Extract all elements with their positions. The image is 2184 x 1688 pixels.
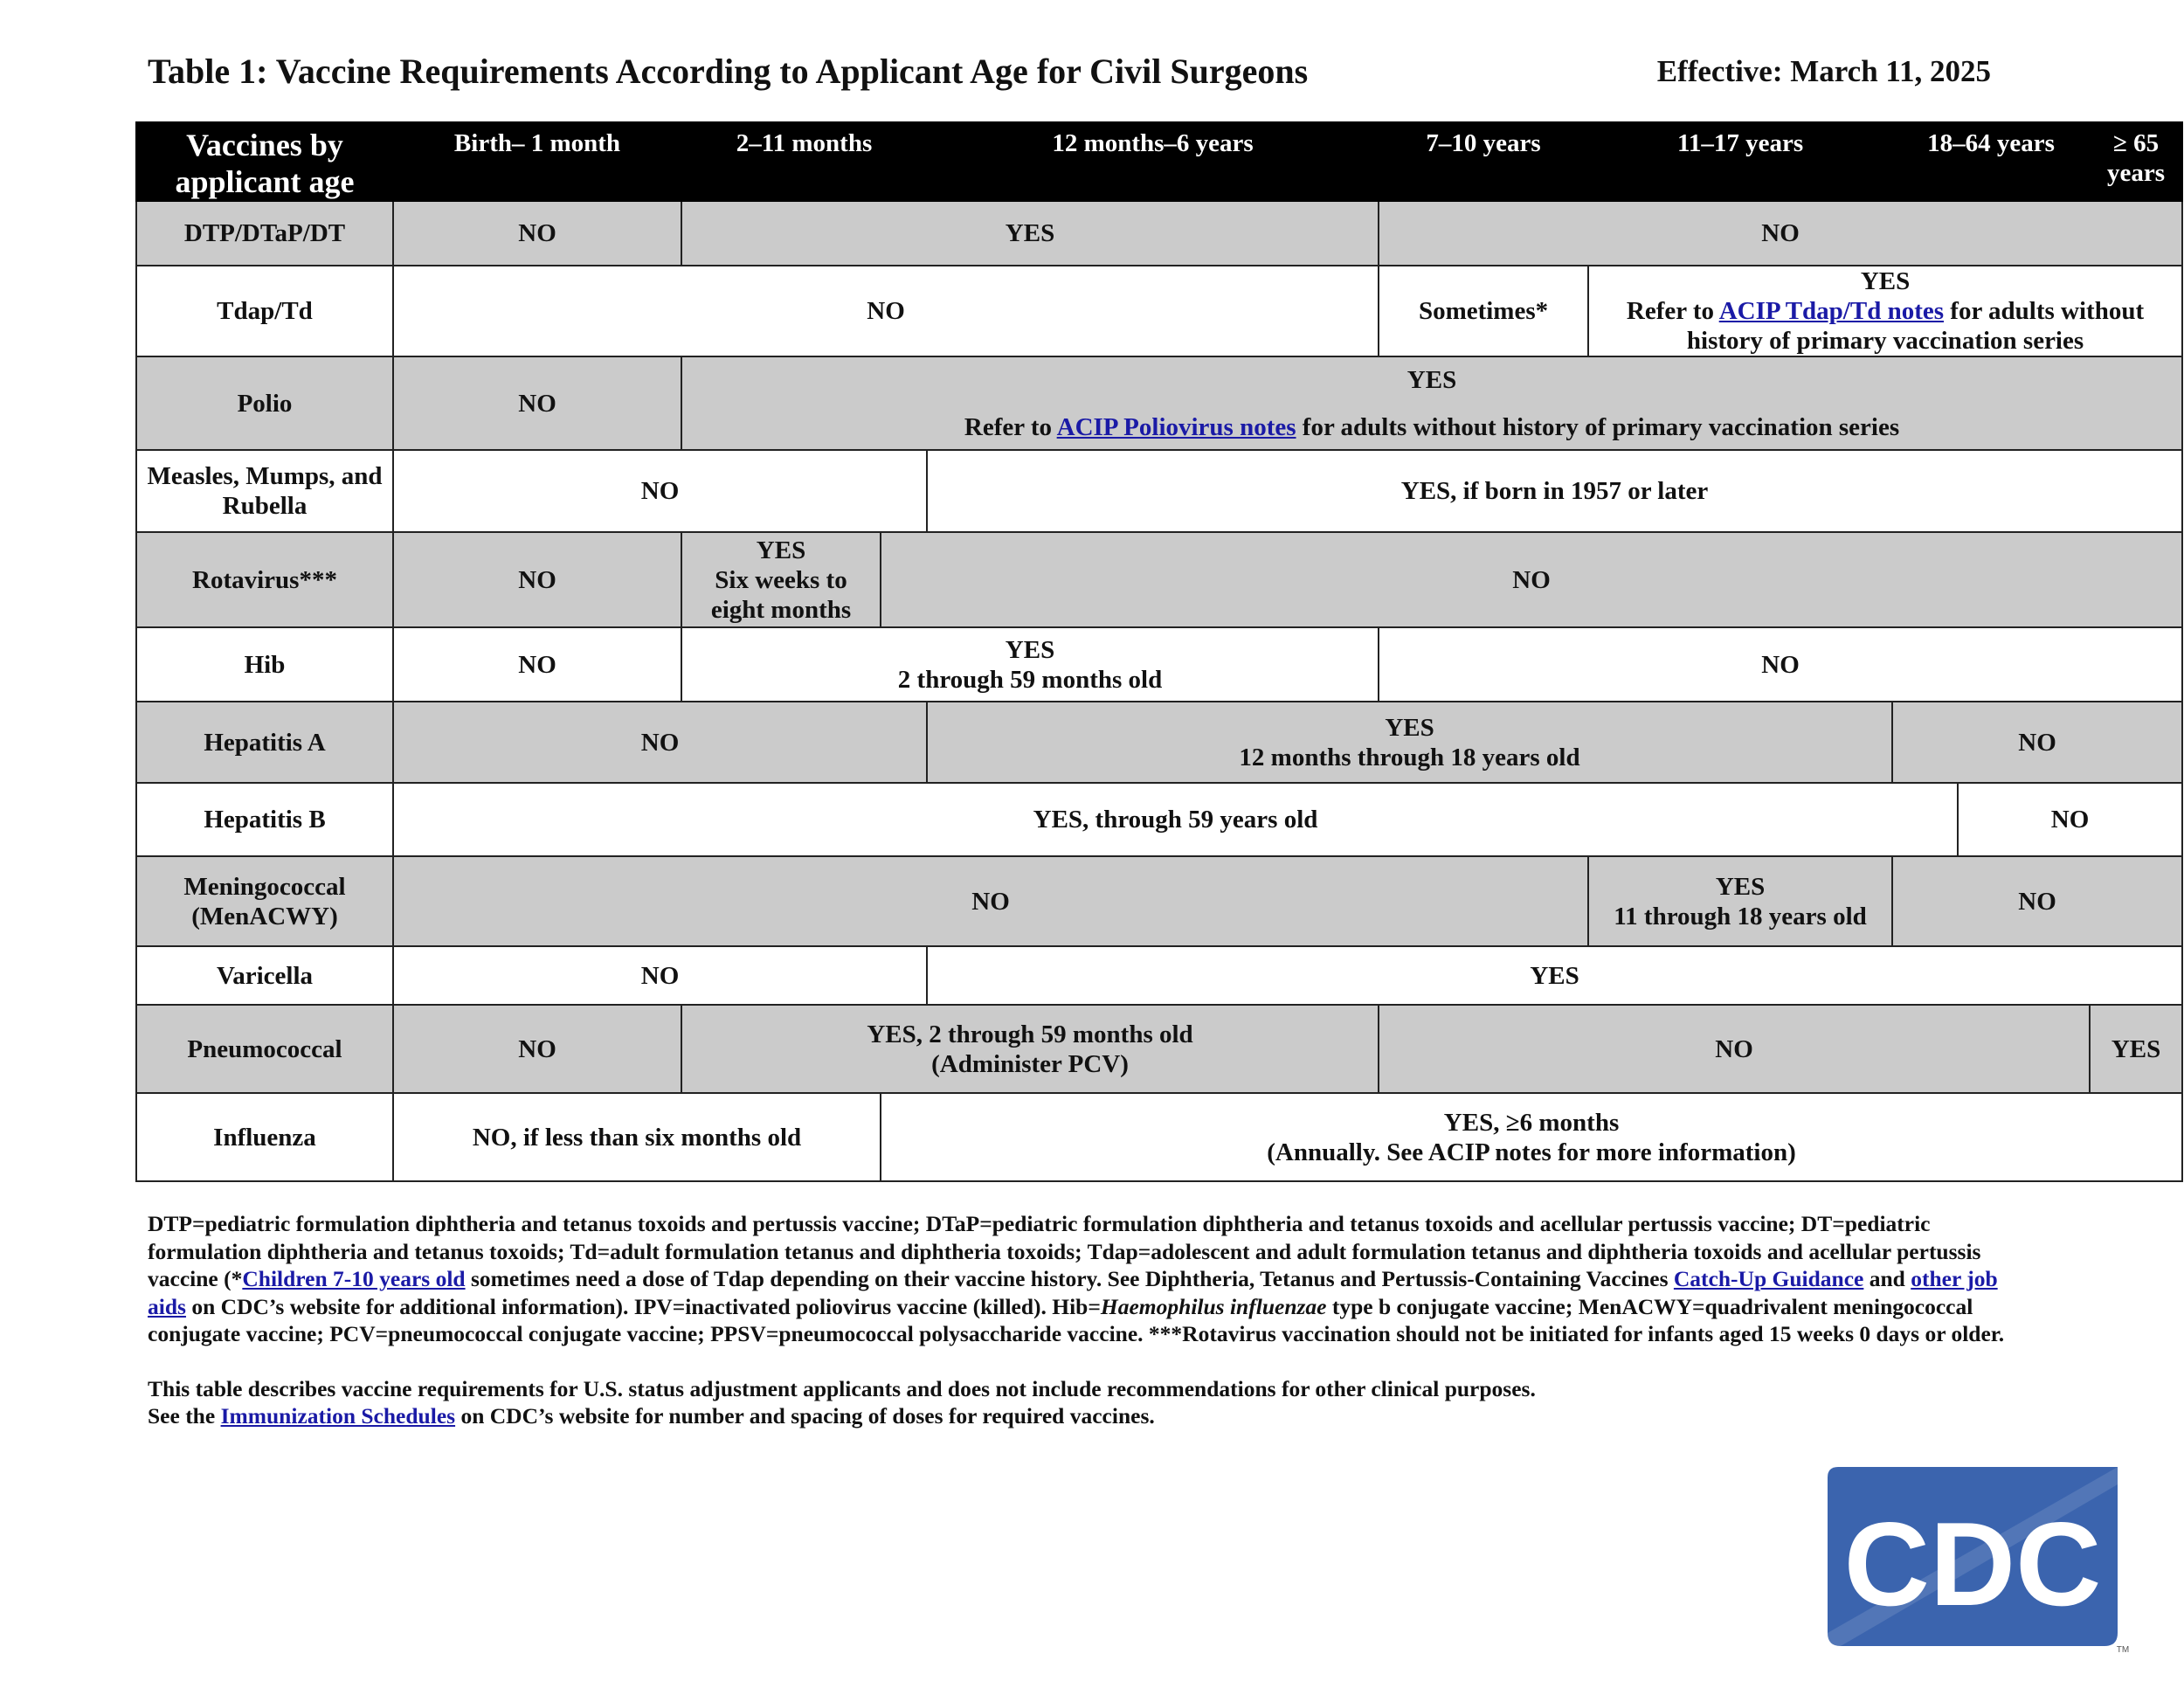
- table-row: [136, 266, 2182, 356]
- requirement-cell: NO: [393, 627, 681, 702]
- header-age-2-11-months: 2–11 months: [681, 122, 927, 201]
- requirement-cell: [681, 1005, 1379, 1093]
- requirement-cell: [1588, 266, 2182, 356]
- requirement-note: Refer to ACIP Poliovirus notes for adults without history of primary vaccination series: [964, 412, 1900, 441]
- requirement-yes: YES, ≥6 months: [1443, 1108, 1620, 1137]
- table-row: [136, 356, 2182, 450]
- requirement-yes: YES: [1385, 713, 1434, 742]
- requirement-yes: YES: [1715, 872, 1766, 901]
- requirement-yes: YES, 2 through 59 months old: [867, 1020, 1193, 1048]
- requirement-cell: [681, 532, 881, 627]
- requirement-cell: YES: [927, 946, 2182, 1005]
- table-row: [136, 783, 2182, 856]
- requirement-cell: [681, 356, 2182, 450]
- requirement-cell: NO: [881, 532, 2182, 627]
- table-row: [136, 627, 2182, 702]
- other-job-aids-link[interactable]: other job aids: [148, 1266, 1998, 1319]
- requirement-cell: YES: [2090, 1005, 2182, 1093]
- requirement-cell: NO: [393, 450, 927, 532]
- requirement-note: 2 through 59 months old: [897, 665, 1163, 694]
- requirement-cell: NO: [1379, 201, 2182, 266]
- table-row: [136, 201, 2182, 266]
- table-row: [136, 1005, 2182, 1093]
- header-age-birth-1-month: Birth– 1 month: [393, 122, 681, 201]
- logo-trademark: TM: [2116, 1645, 2130, 1655]
- requirement-cell: NO: [1379, 627, 2182, 702]
- table-header-row: [136, 122, 2182, 201]
- vaccine-table: [135, 121, 2183, 1182]
- requirement-cell: NO: [393, 266, 1379, 356]
- vaccine-name: Measles, Mumps, and Rubella: [136, 450, 393, 532]
- requirement-cell: NO: [1379, 1005, 2090, 1093]
- vaccine-name: Varicella: [136, 946, 393, 1005]
- requirement-cell: NO: [393, 946, 927, 1005]
- requirement-yes: YES: [1860, 267, 1911, 295]
- abbreviations-paragraph: DTP=pediatric formulation diphtheria and tetanus toxoids and pertussis vaccine; DTaP=pediatric formulation diphtheria and tetanus toxoids and acellular pertussis vaccine; DT=pediatric formulation diphtheria and tetanus toxoids; Td=adult formulation tetanus and diphtheria toxoids; Tdap=adolescent and adult formulation tetanus and diphtheria toxoids and acellular pertussis vaccine (*Children 7-10 years old sometimes need a dose of Tdap depending on their vaccine history. See Diphtheria, Tetanus and Pertussis-Containing Vaccines Catch-Up Guidance and other job aids on CDC’s website for additional information). IPV=inactivated poliovirus vaccine (killed). Hib=Haemophilus influenzae type b conjugate vaccine; MenACWY=quadrivalent meningococcal conjugate vaccine; PCV=pneumococcal conjugate vaccine; PPSV=pneumococcal polysaccharide vaccine. ***Rotavirus vaccination should not be initiated for infants aged 15 weeks 0 days or older.: [148, 1211, 2005, 1346]
- vaccine-name: Rotavirus***: [136, 532, 393, 627]
- header-age-7-10-years: 7–10 years: [1379, 122, 1588, 201]
- schedules-note: See the Immunization Schedules on CDC’s website for number and spacing of doses for required vaccines.: [148, 1403, 1155, 1429]
- requirement-cell: NO: [1892, 856, 2182, 946]
- requirement-cell: NO: [393, 856, 1588, 946]
- header-age-11-17-years: 11–17 years: [1588, 122, 1892, 201]
- header-age-65-plus: ≥ 65 years: [2090, 122, 2182, 201]
- requirement-cell: NO: [393, 201, 681, 266]
- vaccine-name: Hepatitis A: [136, 702, 393, 783]
- requirement-yes: YES: [1005, 635, 1055, 664]
- header-corner: Vaccines by applicant age: [136, 122, 393, 201]
- requirement-cell: Sometimes*: [1379, 266, 1588, 356]
- vaccine-name: Polio: [136, 356, 393, 450]
- immunization-schedules-link[interactable]: Immunization Schedules: [220, 1403, 456, 1429]
- requirement-cell: NO: [393, 702, 927, 783]
- vaccine-name: Influenza: [136, 1093, 393, 1181]
- title-row: [148, 51, 1991, 103]
- acip-tdap-td-notes-link[interactable]: ACIP Tdap/Td notes: [1718, 297, 1945, 325]
- effective-date: Effective: March 11, 2025: [1656, 54, 1991, 88]
- vaccine-name: Hib: [136, 627, 393, 702]
- scope-note: This table describes vaccine requirements for U.S. status adjustment applicants and does not include recommendations for other clinical purposes.: [148, 1375, 1536, 1401]
- table-row: [136, 702, 2182, 783]
- header-age-18-64-years: 18–64 years: [1892, 122, 2090, 201]
- logo-text: CDC: [1843, 1498, 2102, 1630]
- requirement-note: (Annually. See ACIP notes for more information): [1267, 1138, 1796, 1166]
- requirement-note: (Administer PCV): [931, 1049, 1129, 1078]
- table-row: [136, 946, 2182, 1005]
- requirement-cell: NO: [1892, 702, 2182, 783]
- table-row: [136, 532, 2182, 627]
- requirement-note: 11 through 18 years old: [1614, 902, 1867, 930]
- requirement-note: 12 months through 18 years old: [1239, 743, 1580, 771]
- requirement-note: Six weeks to eight months: [710, 565, 852, 624]
- requirement-yes: YES: [1406, 365, 1457, 394]
- table-row: [136, 1093, 2182, 1181]
- requirement-cell: [681, 627, 1379, 702]
- table-row: [136, 856, 2182, 946]
- vaccine-name: Meningococcal (MenACWY): [136, 856, 393, 946]
- vaccine-name: Tdap/Td: [136, 266, 393, 356]
- requirement-cell: YES, through 59 years old: [393, 783, 1958, 856]
- page-title: Table 1: Vaccine Requirements According to Applicant Age for Civil Surgeons: [148, 52, 1309, 91]
- vaccine-name: Hepatitis B: [136, 783, 393, 856]
- vaccine-name: DTP/DTaP/DT: [136, 201, 393, 266]
- requirement-cell: NO: [393, 356, 681, 450]
- requirement-cell: NO: [1958, 783, 2182, 856]
- children-7-10-link[interactable]: Children 7-10 years old: [242, 1266, 466, 1291]
- requirement-cell: [881, 1093, 2182, 1181]
- catch-up-guidance-link[interactable]: Catch-Up Guidance: [1673, 1266, 1864, 1291]
- requirement-cell: NO: [393, 1005, 681, 1093]
- requirement-cell: [1588, 856, 1892, 946]
- footnotes: [148, 1210, 2017, 1430]
- requirement-cell: NO, if less than six months old: [393, 1093, 881, 1181]
- requirement-cell: [927, 702, 1892, 783]
- header-age-12m-6y: 12 months–6 years: [927, 122, 1379, 201]
- requirement-cell: YES, if born in 1957 or later: [927, 450, 2182, 532]
- requirement-cell: YES: [681, 201, 1379, 266]
- acip-poliovirus-notes-link[interactable]: ACIP Poliovirus notes: [1056, 412, 1296, 441]
- requirement-note: Refer to ACIP Tdap/Td notes for adults without history of primary vaccination series: [1626, 297, 2145, 355]
- requirement-yes: YES: [756, 536, 806, 564]
- vaccine-name: Pneumococcal: [136, 1005, 393, 1093]
- requirement-cell: NO: [393, 532, 681, 627]
- table-row: [136, 450, 2182, 532]
- cdc-logo: [1828, 1467, 2132, 1655]
